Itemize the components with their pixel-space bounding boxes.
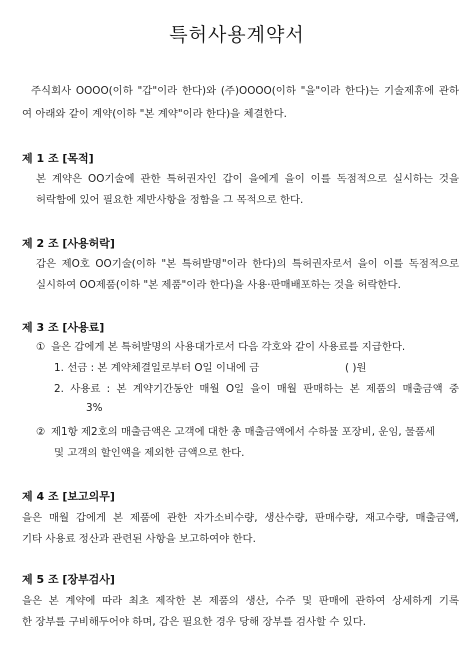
- item-1-marker: ①: [36, 341, 46, 353]
- article-4-line-1: 을은 매월 갑에게 본 제품에 관한 자가소비수량, 생산수량, 판매수량, 재고수량, 매출금액,: [22, 512, 459, 524]
- article-5-line-1: 을은 본 계약에 따라 최초 제작한 본 제품의 생산, 수주 및 판매에 관하여 상세하게 기록: [22, 595, 459, 607]
- article-1-heading: 제 1 조 [목적]: [22, 152, 94, 165]
- item-1-text: 을은 갑에게 본 특허발명의 사용대가로서 다음 각호와 같이 사용료를 지급한다.: [51, 341, 406, 353]
- article-5-heading: 제 5 조 [장부검사]: [22, 573, 115, 586]
- article-3-item-1: [36, 338, 405, 353]
- article-3-item-2-cont: 및 고객의 할인액을 제외한 금액으로 한다.: [54, 447, 245, 459]
- article-4-line-2: 기타 사용료 정산과 관련된 사항을 보고하여야 한다.: [22, 533, 256, 545]
- article-3-heading: 제 3 조 [사용료]: [22, 321, 105, 334]
- intro-line-1: 주식회사 OOOO(이하 "갑"이라 한다)와 (주)OOOO(이하 "을"이라 한다)는 기술제휴에 관하: [31, 85, 459, 97]
- article-5-line-2: 한 장부를 구비해두어야 하며, 갑은 필요한 경우 당해 장부를 검사할 수 있다.: [22, 616, 367, 628]
- item-2-text: 제1항 제2호의 매출금액은 고객에 대한 총 매출금액에서 수하물 포장비, 운임, 물품세: [51, 426, 436, 438]
- article-3-sub-2: 2. 사용료 : 본 계약기간동안 매월 O일 을이 매월 판매하는 본 제품의 매출금액 중: [54, 383, 459, 395]
- article-4-heading: 제 4 조 [보고의무]: [22, 490, 115, 503]
- article-3-sub-1-amount: ( )원: [345, 362, 367, 374]
- document-title: 특허사용계약서: [169, 24, 305, 46]
- article-2-line-2: 실시하여 OO제품(이하 "본 제품"이라 한다)을 사용·판매배포하는 것을 허락한다.: [36, 279, 401, 291]
- intro-line-2: 여 아래와 같이 계약(이하 "본 계약"이라 한다)을 체결한다.: [22, 108, 287, 120]
- article-1-line-1: 본 계약은 OO기술에 관한 특허권자인 갑이 을에게 을이 이를 독점적으로 실시하는 것을: [36, 173, 459, 185]
- article-3-sub-1: 1. 선금 : 본 계약체결일로부터 O일 이내에 금: [54, 362, 260, 374]
- article-2-line-1: 갑은 제O호 OO기술(이하 "본 특허발명"이라 한다)의 특허권자로서 을이 이를 독점적으로: [36, 258, 459, 270]
- article-3-sub-2-cont: 3%: [86, 402, 103, 414]
- article-1-line-2: 허락함에 있어 필요한 제반사항을 정함을 그 목적으로 한다.: [36, 194, 304, 206]
- item-2-marker: ②: [36, 426, 46, 438]
- article-3-item-2: [36, 423, 459, 438]
- article-2-heading: 제 2 조 [사용허락]: [22, 237, 115, 250]
